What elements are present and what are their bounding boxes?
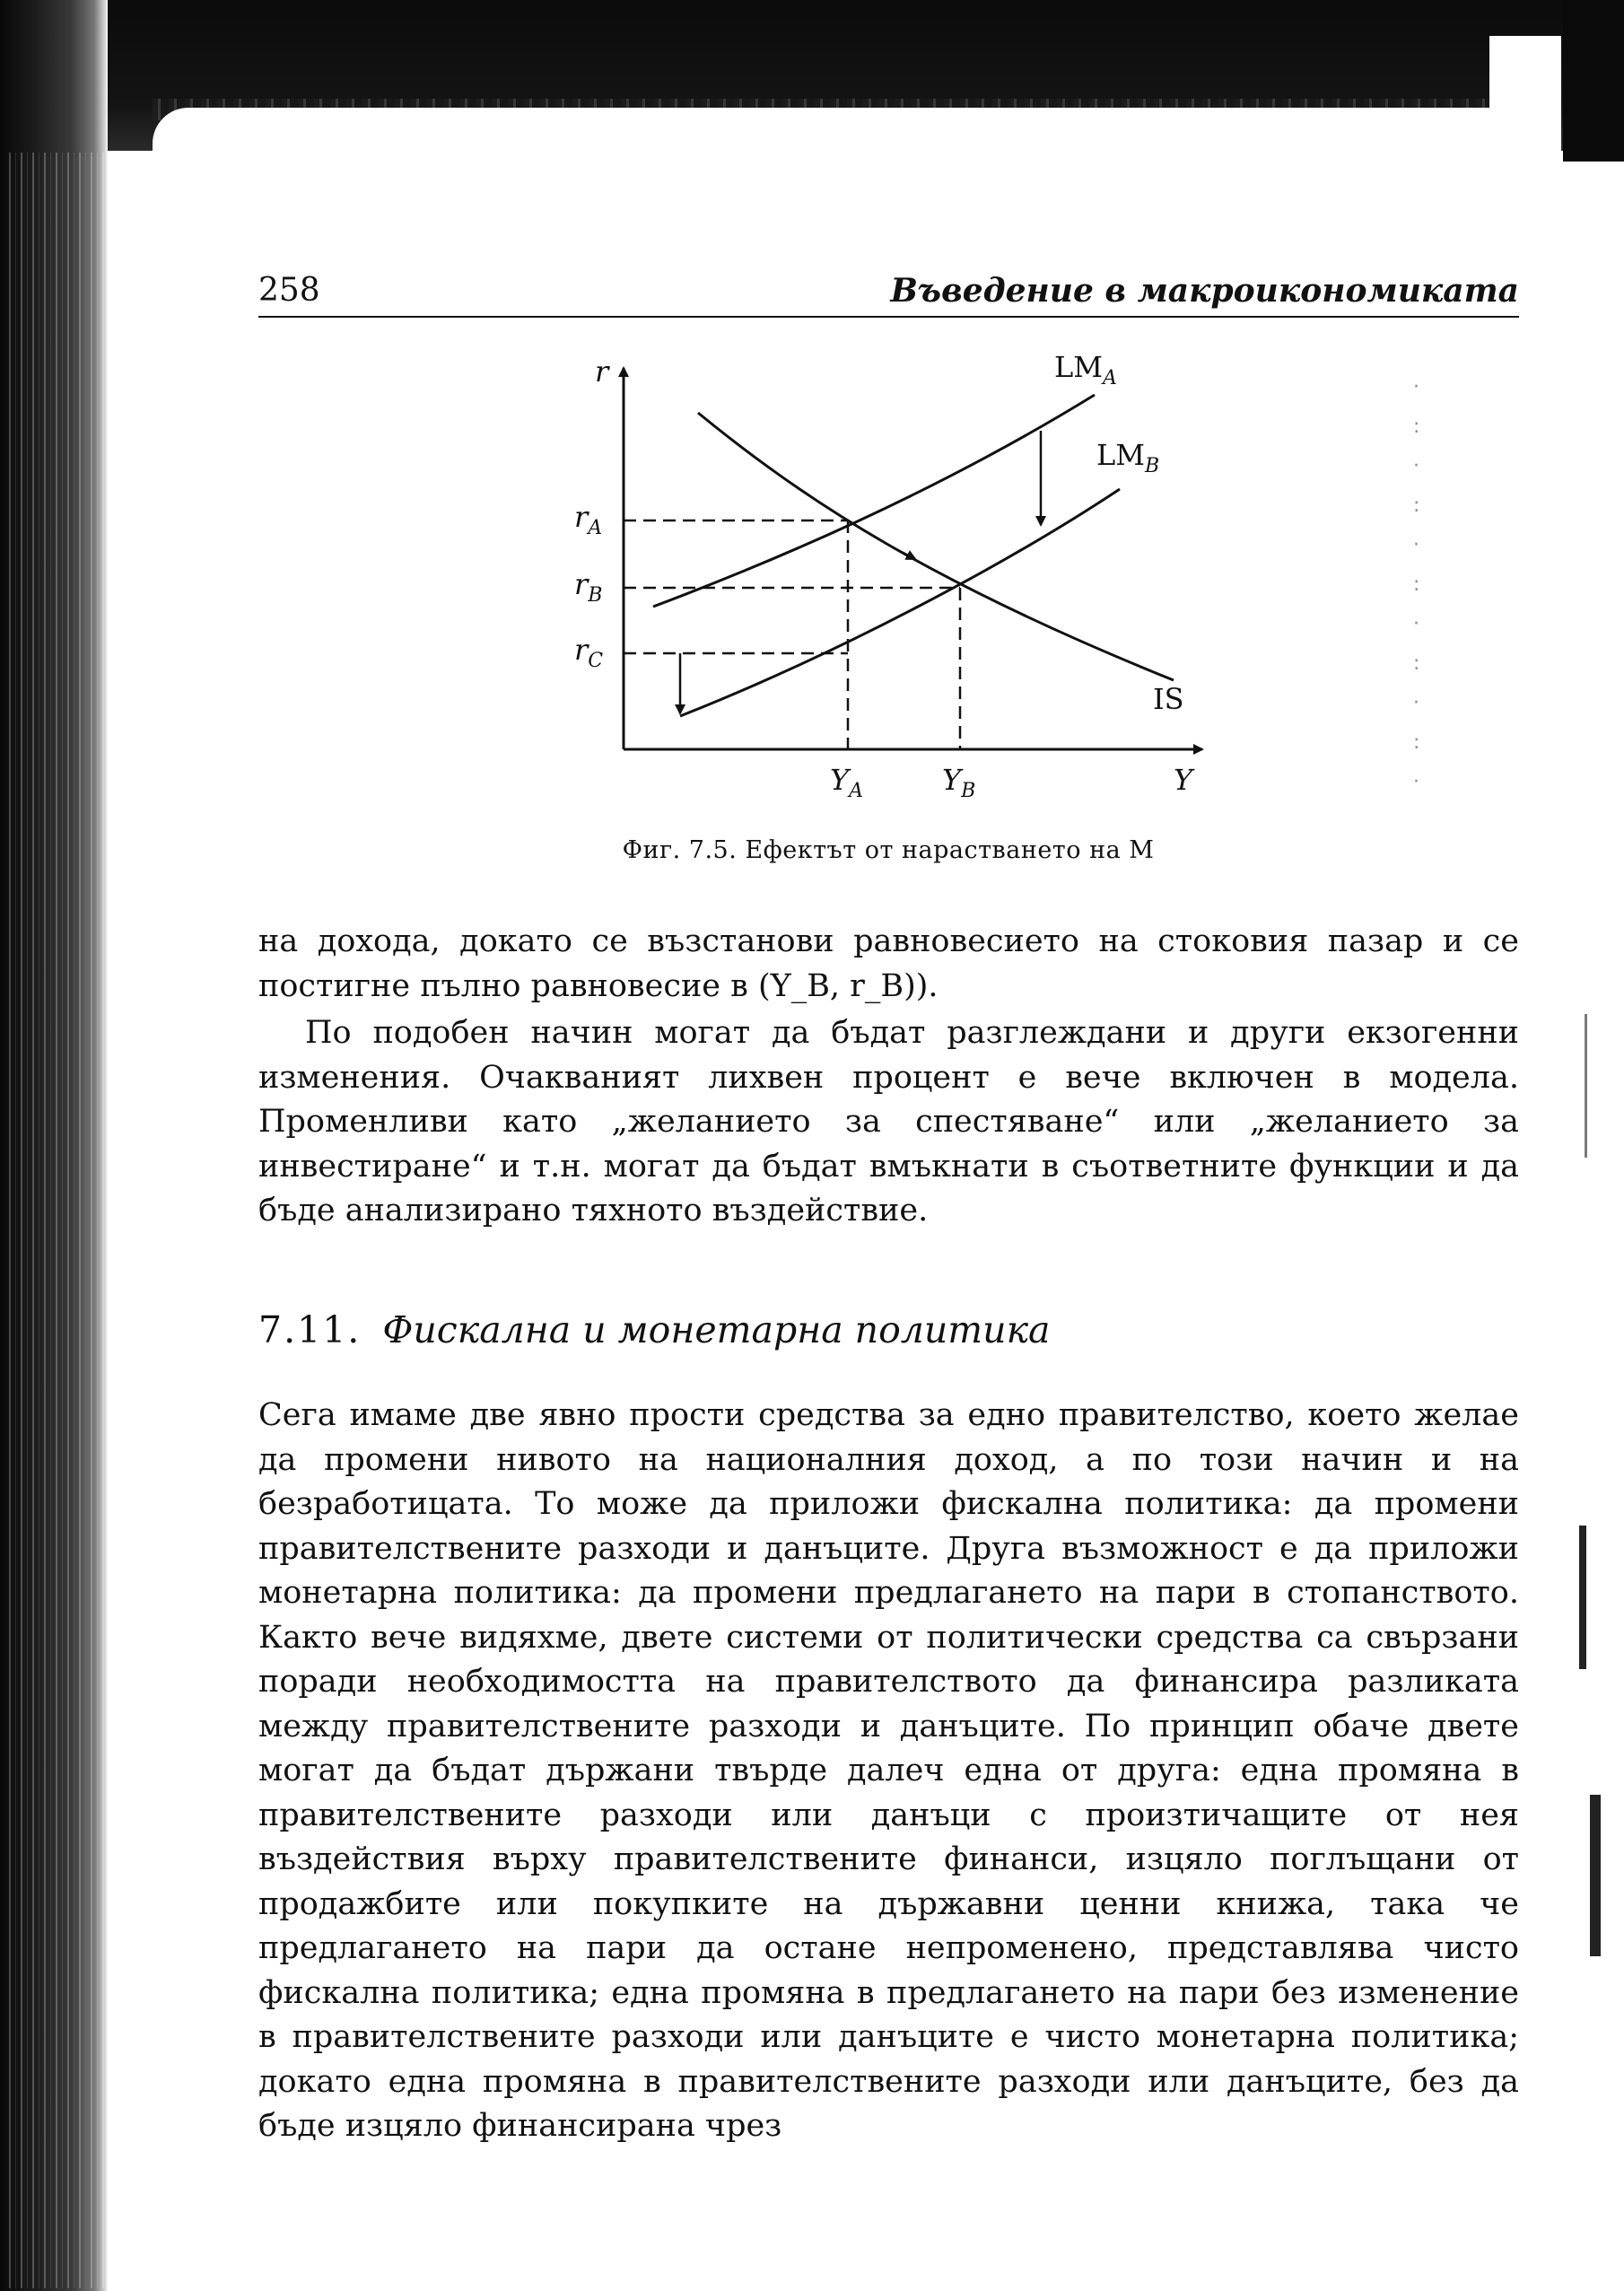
scan-mark [1590,1795,1601,1956]
label-lma: $LM_A$ [1054,350,1117,389]
tick-rb: $r_B$ [574,567,603,607]
figure-caption: Фиг. 7.5. Ефектът от нарастването на M [622,836,1155,864]
axis-label-r: r [595,354,609,389]
curve-lma [653,395,1095,607]
scan-mark [1579,1526,1586,1669]
axis-label-y: Y [1174,763,1193,797]
label-lmb: $LM_B$ [1096,438,1160,477]
scan-binding-stripes [9,153,108,2288]
figure-is-lm [538,341,1256,808]
shift-arrow-along-is [893,547,915,559]
label-is: IS [1153,682,1184,716]
curve-lmb [680,489,1120,716]
paragraph-continuation: на дохода, докато се възстанови равновесието на стоковия пазар и се постигне пълно равновесие в (Y_B, r_B)). [258,923,1519,1004]
bleed-through-marks: · : · : · : · : · : · [1413,376,1422,793]
paragraph-exogenous-changes: По подобен начин могат да бъдат разглеждани и други екзогенни изменения. Очакваният лихвен процент е вече включен в модела. Променливи като „желанието за спестяване“ или „желанието за инвестиране“ и т.н. могат да бъдат вмъкнати в съответните функции и да бъде анализирано тяхното въздействие. [258,1015,1519,1229]
page-number: 258 [258,272,320,309]
page-top-edge [153,108,1552,162]
scan-shadow-right [1563,0,1624,162]
tick-ya: $Y_A$ [830,763,864,802]
tick-ra: $r_A$ [574,500,603,539]
section-number: 7.11. [258,1308,362,1351]
section-heading [258,1303,1519,1357]
tick-rc: $r_C$ [574,633,604,672]
section-title: Фискална и монетарна политика [382,1308,1051,1351]
scan-mark [1585,1014,1587,1158]
is-lm-diagram [538,341,1256,808]
running-head [258,269,1519,318]
tick-yb: $Y_B$ [942,763,976,802]
paragraph-policy: Сега имаме две явно прости средства за едно правителство, което желае да промени нивото на националния доход, а по този начин и на безработицата. То може да приложи фискална политика: да промени правителствените разходи и данъците. Друга възможност е да приложи монетарна политика: да промени предлагането на пари в стопанството. Както вече видяхме, двете системи от политически средства са свързани поради необходимостта на правителството да финансира разликата между правителствените разходи и данъците. По принцип обаче двете могат да бъдат държани твърде далеч една от друга: една промяна в правителствените разходи или данъци с произтичащите от нея въздействия върху правителствените финанси, изцяло поглъщани от продажбите или покупките на държавни ценни книжа, така че предлагането на пари да остане непроменено, представлява чисто фискална политика; една промяна в предлагането на пари без изменение в правителствените разходи или данъците е чисто монетарна политика; докато една промяна в правителствените разходи или данъците, без да бъде изцяло финансирана чрез [258,1397,1519,2144]
book-title: Въведение в макроикономиката [890,272,1519,310]
